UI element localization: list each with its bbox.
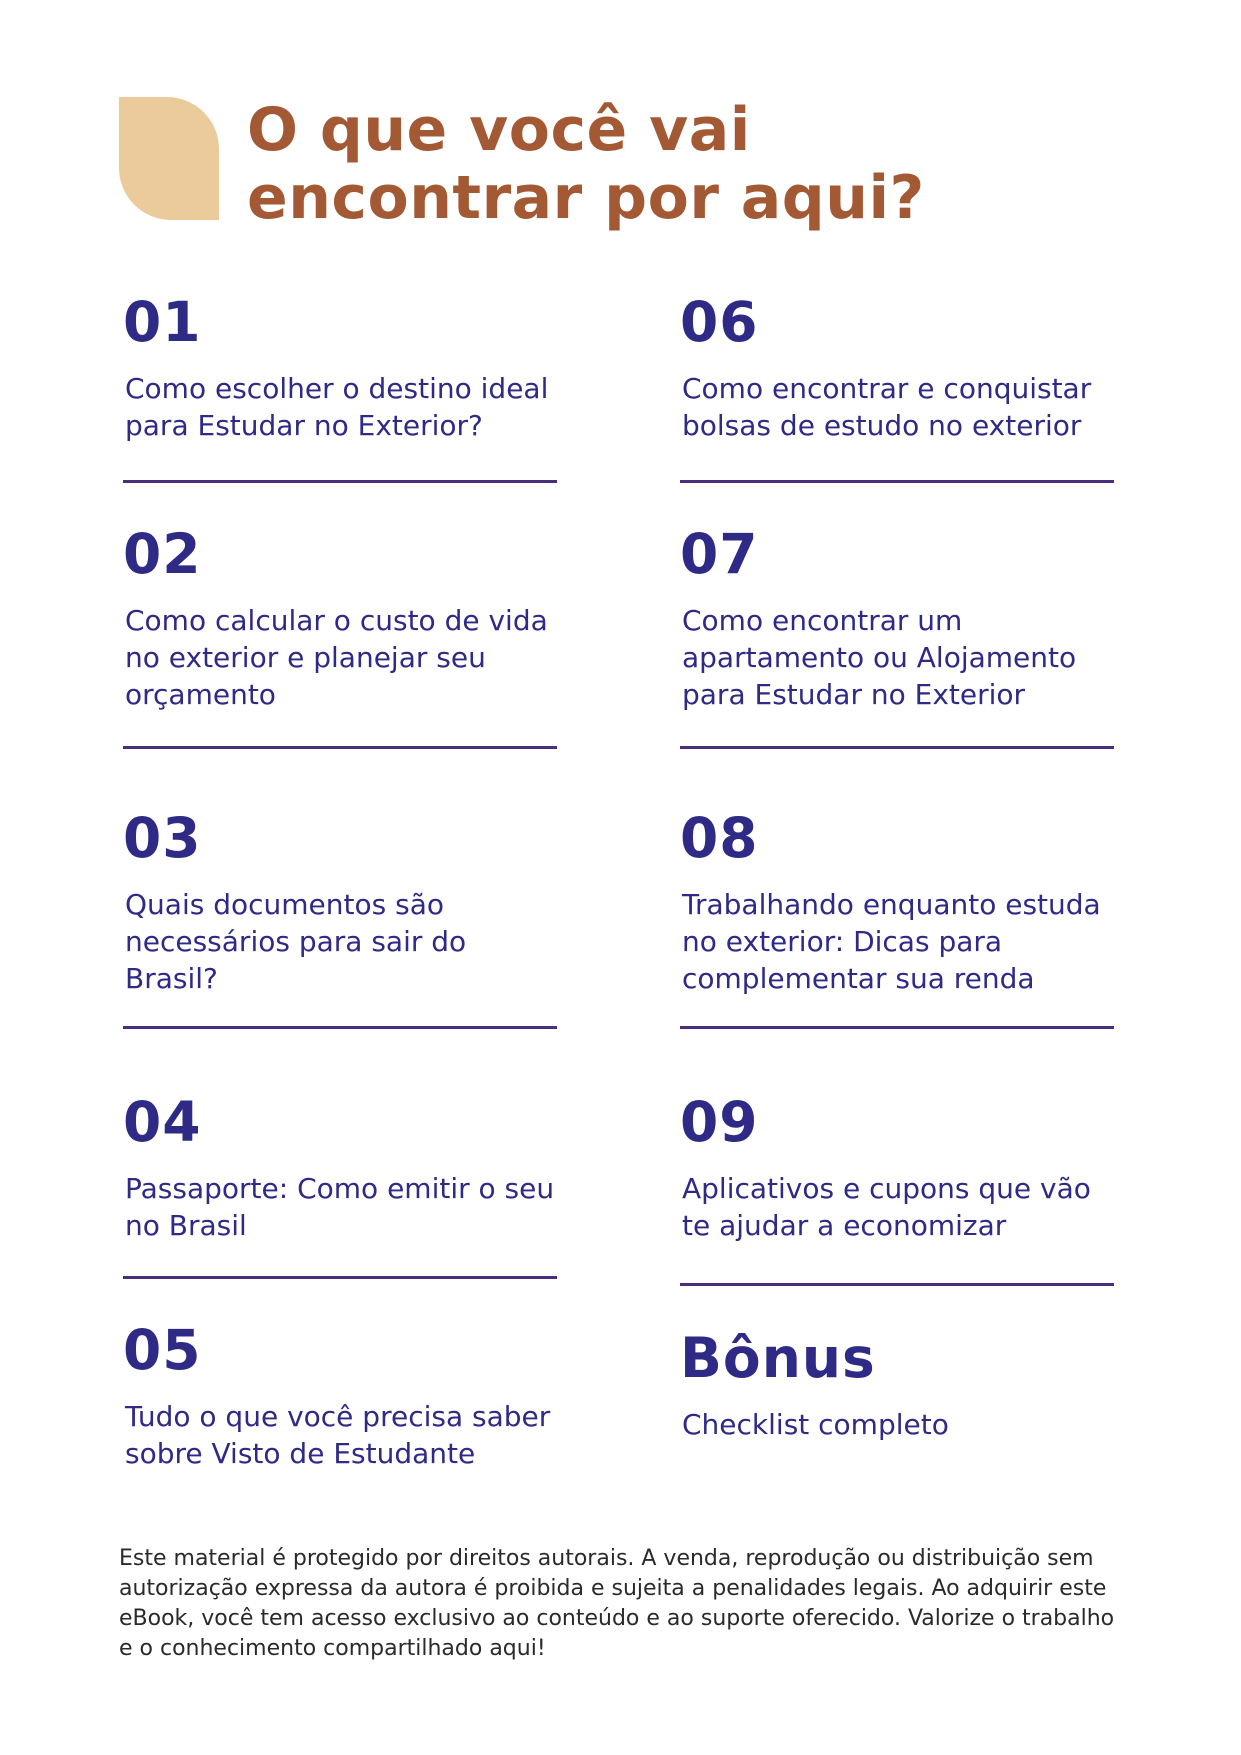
toc-item-title: Tudo o que você precisa saber sobre Visto de Estudante: [125, 1400, 551, 1470]
toc-item-number: 04: [123, 1090, 202, 1154]
toc-item-title: Trabalhando enquanto estuda no exterior: Dicas para complementar sua renda: [682, 888, 1101, 995]
toc-item-number: 08: [680, 806, 759, 870]
toc-item-title: Como encontrar um apartamento ou Alojamento para Estudar no Exterior: [682, 604, 1077, 711]
toc-item-title: Checklist completo: [682, 1408, 949, 1441]
toc-item-number: 05: [123, 1318, 202, 1382]
copyright-notice: Este material é protegido por direitos autorais. A venda, reprodução ou distribuição sem autorização expressa da autora é proibida e sujeita a penalidades legais. Ao adquirir este eBook, você tem acesso exclusivo ao conteúdo e ao suporte oferecido. Valorize o trabalho e o conhecimento compartilhado aqui!: [119, 1546, 1115, 1661]
page-title-line-1: O que você vai: [247, 95, 751, 165]
toc-item-number: 09: [680, 1090, 759, 1154]
toc-item-07: [680, 522, 1120, 711]
toc-item-title: Como calcular o custo de vida no exterior e planejar seu orçamento: [125, 604, 548, 711]
toc-item-02: [123, 522, 563, 711]
toc-item-number: 07: [680, 522, 759, 586]
toc-divider: [123, 746, 557, 749]
toc-item-title: Passaporte: Como emitir o seu no Brasil: [125, 1172, 555, 1242]
toc-item-bonus: [680, 1326, 1120, 1441]
toc-divider: [123, 1026, 557, 1029]
toc-item-number: Bônus: [680, 1326, 876, 1390]
header-accent-shape: [119, 97, 219, 220]
toc-item-title: Quais documentos são necessários para sair do Brasil?: [125, 888, 467, 995]
toc-divider: [680, 746, 1114, 749]
toc-item-title: Aplicativos e cupons que vão te ajudar a economizar: [682, 1172, 1091, 1242]
toc-item-title: Como encontrar e conquistar bolsas de estudo no exterior: [682, 372, 1092, 442]
toc-item-04: [123, 1090, 563, 1242]
toc-divider: [123, 1276, 557, 1279]
toc-item-number: 06: [680, 290, 759, 354]
toc-item-number: 02: [123, 522, 202, 586]
toc-item-number: 01: [123, 290, 202, 354]
toc-item-03: [123, 806, 563, 995]
page-title: [247, 96, 925, 232]
toc-divider: [680, 480, 1114, 483]
toc-item-number: 03: [123, 806, 202, 870]
page-title-line-2: encontrar por aqui?: [247, 163, 925, 233]
toc-item-09: [680, 1090, 1120, 1242]
toc-item-08: [680, 806, 1120, 995]
toc-divider: [680, 1026, 1114, 1029]
toc-item-01: [123, 290, 563, 442]
toc-item-title: Como escolher o destino ideal para Estudar no Exterior?: [125, 372, 549, 442]
toc-divider: [123, 480, 557, 483]
toc-divider: [680, 1283, 1114, 1286]
toc-item-06: [680, 290, 1120, 442]
toc-item-05: [123, 1318, 563, 1470]
